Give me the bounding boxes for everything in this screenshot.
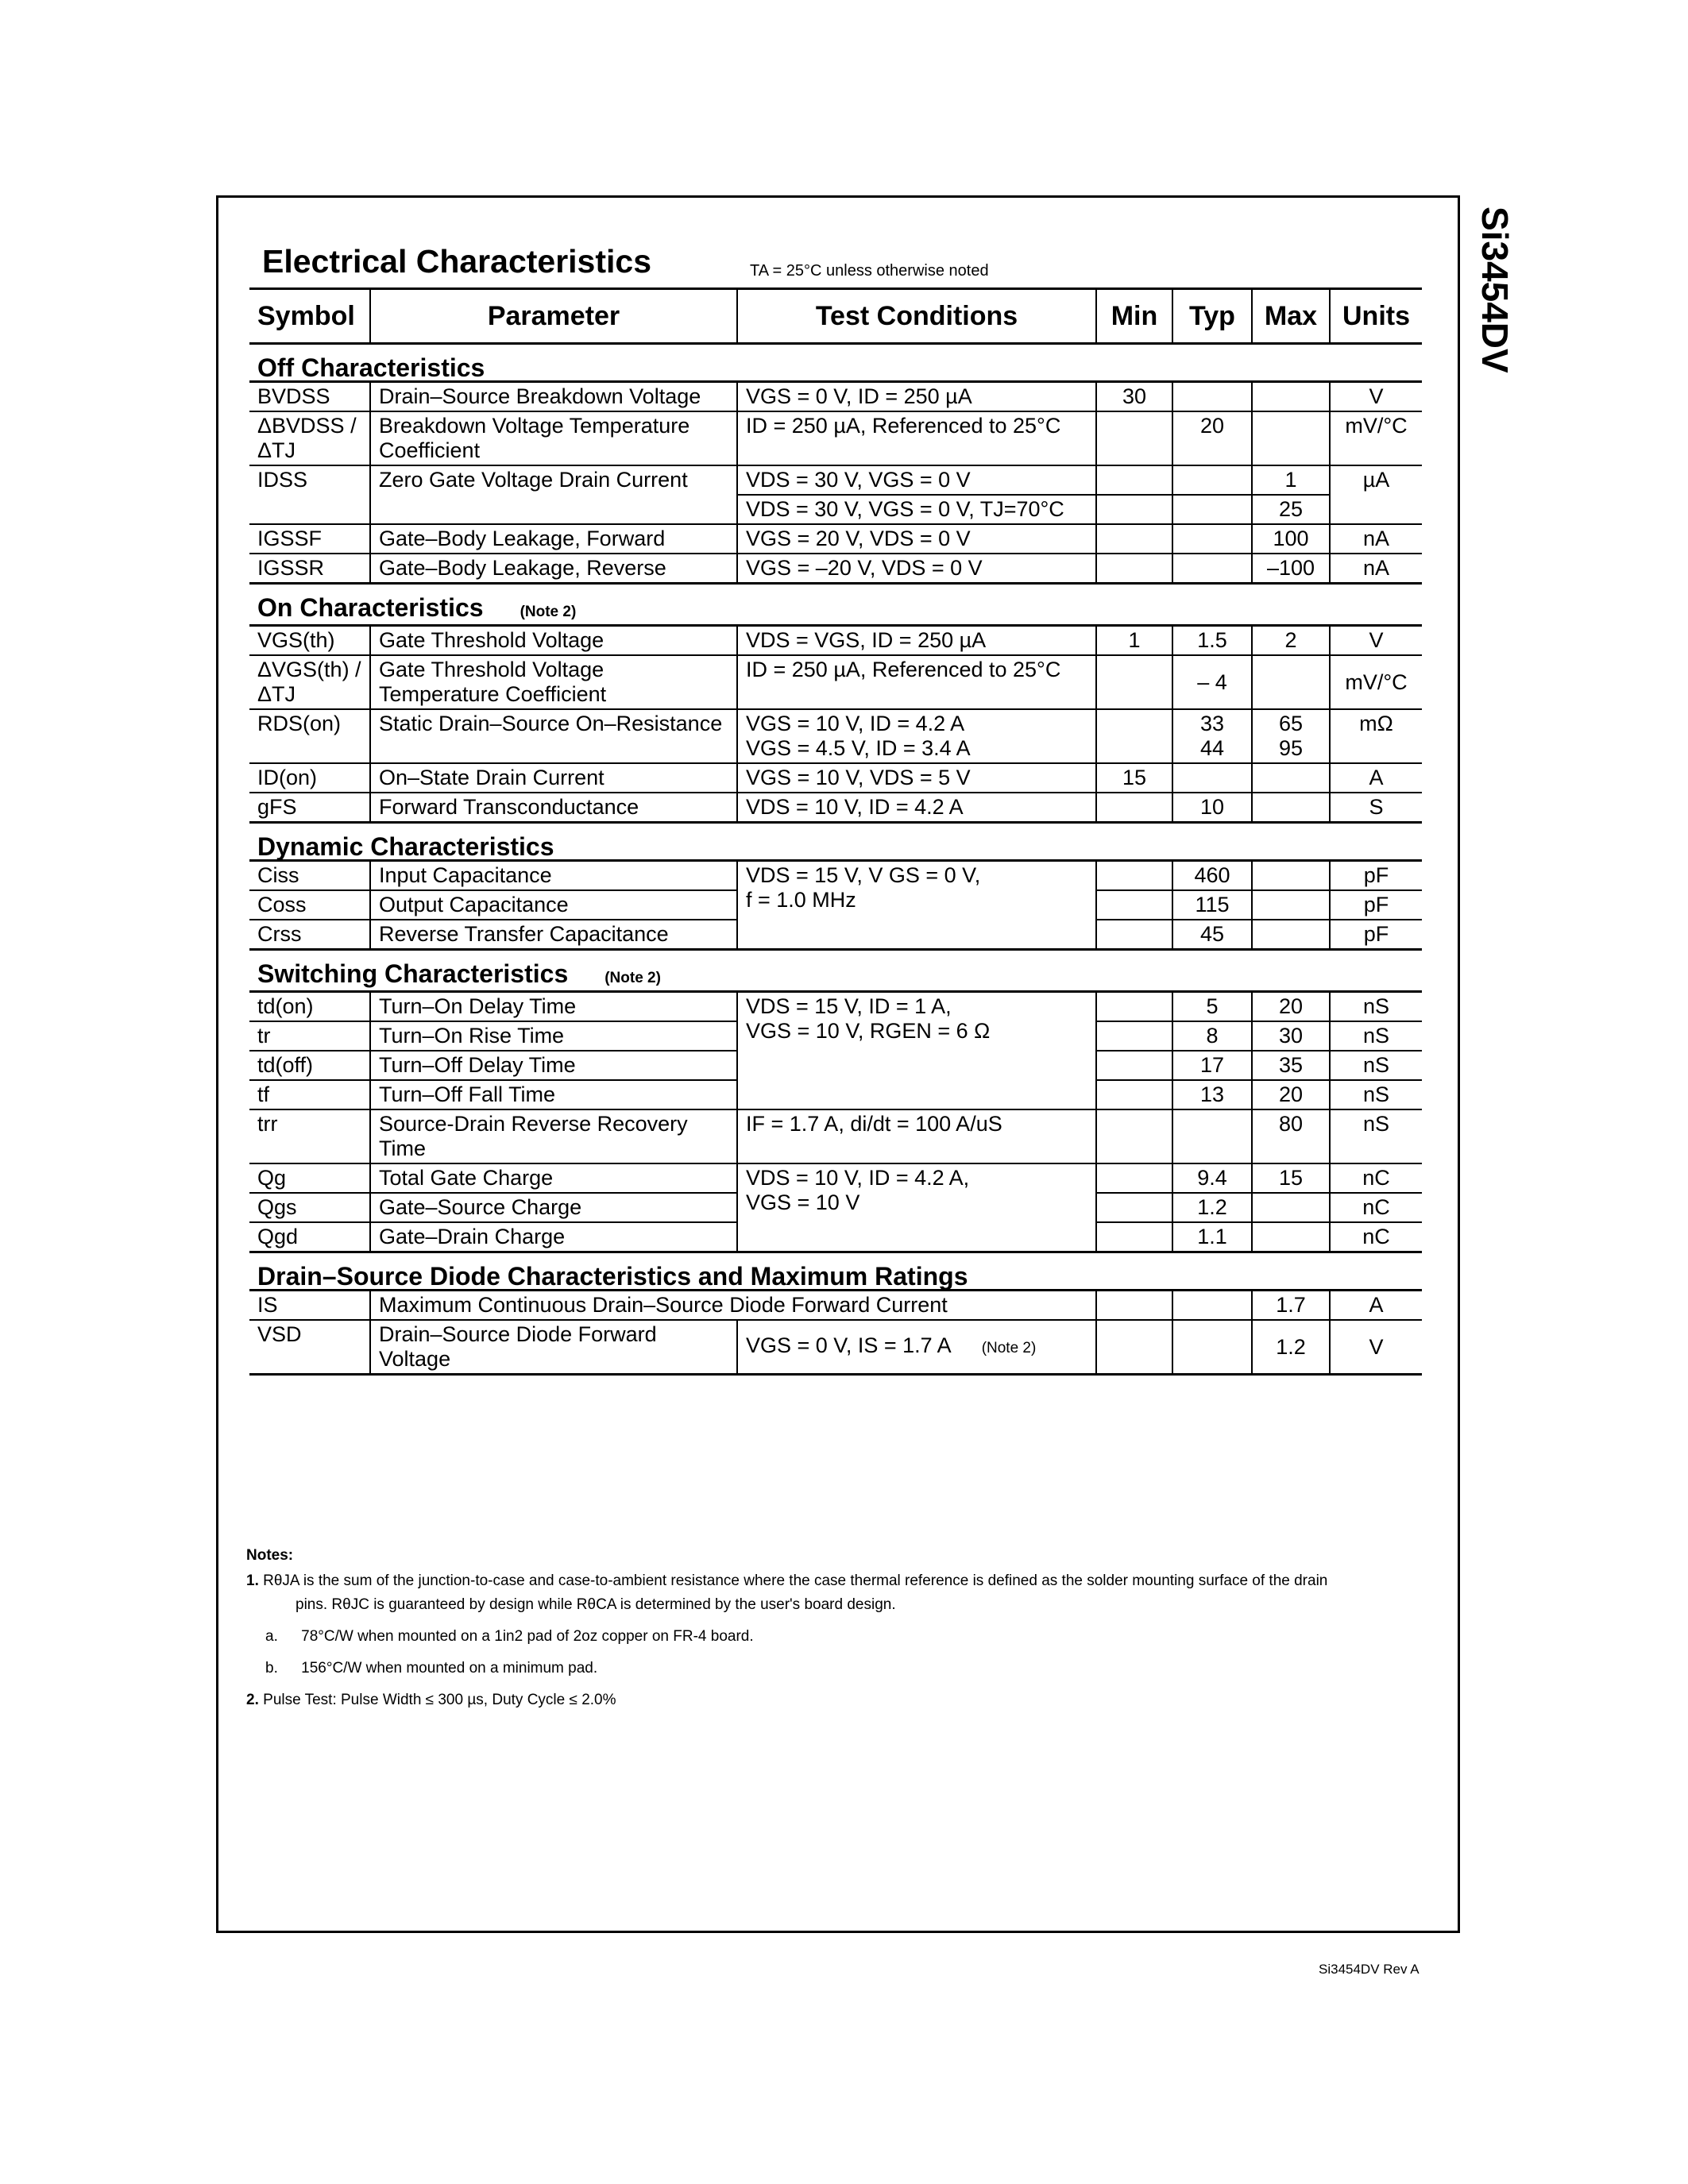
col-header-units: Units bbox=[1330, 289, 1422, 344]
min-cell bbox=[1096, 1051, 1172, 1080]
max-cell bbox=[1252, 793, 1330, 823]
section-note: (Note 2) bbox=[520, 604, 577, 620]
max-cell: 35 bbox=[1252, 1051, 1330, 1080]
section-row-diode bbox=[249, 1252, 1422, 1291]
symbol-cell: IGSSR bbox=[249, 554, 370, 584]
min-cell: 15 bbox=[1096, 763, 1172, 793]
conditions-cell bbox=[737, 1320, 1096, 1375]
min-cell bbox=[1096, 861, 1172, 891]
symbol-cell: BVDSS bbox=[249, 382, 370, 412]
max-cell bbox=[1252, 382, 1330, 412]
parameter-cell: Drain–Source Breakdown Voltage bbox=[370, 382, 737, 412]
units-cell: nS bbox=[1330, 1051, 1422, 1080]
conditions-cell: ID = 250 µA, Referenced to 25°C bbox=[737, 411, 1096, 465]
notes-heading: Notes: bbox=[246, 1547, 294, 1564]
units-cell: pF bbox=[1330, 920, 1422, 950]
max-cell: 20 bbox=[1252, 992, 1330, 1022]
table-row bbox=[249, 1291, 1422, 1321]
min-cell: 30 bbox=[1096, 382, 1172, 412]
conditions-cell: VDS = 10 V, ID = 4.2 A, VGS = 10 V bbox=[737, 1163, 1096, 1252]
section-title: Dynamic Characteristics bbox=[249, 823, 1422, 861]
conditions-cell: IF = 1.7 A, di/dt = 100 A/uS bbox=[737, 1109, 1096, 1163]
note-2 bbox=[246, 1688, 1430, 1712]
units-cell: nA bbox=[1330, 554, 1422, 584]
max-cell bbox=[1252, 1193, 1330, 1222]
symbol-cell: IDSS bbox=[249, 465, 370, 524]
note-1-text: RθJA is the sum of the junction-to-case and case-to-ambient resistance where the case thermal reference is defined as the solder mounting surface of the drain bbox=[263, 1572, 1328, 1589]
table-row bbox=[249, 524, 1422, 554]
note-1a-label: a. bbox=[265, 1628, 278, 1645]
typ-cell bbox=[1172, 382, 1252, 412]
typ-cell: 115 bbox=[1172, 890, 1252, 920]
units-cell: A bbox=[1330, 763, 1422, 793]
conditions-note: (Note 2) bbox=[981, 1340, 1037, 1356]
conditions-cell: VDS = 30 V, VGS = 0 V, TJ=70°C bbox=[737, 495, 1096, 524]
max-cell bbox=[1252, 890, 1330, 920]
symbol-cell: Crss bbox=[249, 920, 370, 950]
symbol-cell: Qg bbox=[249, 1163, 370, 1193]
parameter-cell: Maximum Continuous Drain–Source Diode Forward Current bbox=[370, 1291, 1096, 1321]
parameter-cell: Turn–On Delay Time bbox=[370, 992, 737, 1022]
conditions-text: VGS = 0 V, IS = 1.7 A bbox=[746, 1333, 952, 1357]
min-cell bbox=[1096, 524, 1172, 554]
note-1 bbox=[246, 1569, 1430, 1593]
typ-cell: 17 bbox=[1172, 1051, 1252, 1080]
units-cell: V bbox=[1330, 382, 1422, 412]
part-number-text: Si3454DV bbox=[1474, 206, 1516, 373]
typ-cell: 8 bbox=[1172, 1021, 1252, 1051]
typ-cell: 20 bbox=[1172, 411, 1252, 465]
col-header-typ: Typ bbox=[1172, 289, 1252, 344]
conditions-cell: VGS = –20 V, VDS = 0 V bbox=[737, 554, 1096, 584]
table-row bbox=[249, 382, 1422, 412]
table-row bbox=[249, 1109, 1422, 1163]
typ-cell: 1.2 bbox=[1172, 1193, 1252, 1222]
parameter-cell: Gate Threshold Voltage bbox=[370, 626, 737, 656]
parameter-cell: Gate Threshold Voltage Temperature Coefficient bbox=[370, 655, 737, 709]
units-cell: V bbox=[1330, 626, 1422, 656]
min-cell bbox=[1096, 655, 1172, 709]
typ-cell bbox=[1172, 1109, 1252, 1163]
typ-cell: 33 44 bbox=[1172, 709, 1252, 763]
note-1-continued: pins. RθJC is guaranteed by design while RθCA is determined by the user's board design. bbox=[295, 1596, 896, 1613]
table-row bbox=[249, 655, 1422, 709]
max-cell bbox=[1252, 920, 1330, 950]
table-row bbox=[249, 1320, 1422, 1375]
section-title-cell bbox=[249, 950, 1422, 992]
parameter-cell: Turn–On Rise Time bbox=[370, 1021, 737, 1051]
table-row bbox=[249, 1163, 1422, 1193]
col-header-parameter: Parameter bbox=[370, 289, 737, 344]
symbol-cell: ID(on) bbox=[249, 763, 370, 793]
symbol-cell: IS bbox=[249, 1291, 370, 1321]
units-cell: mV/°C bbox=[1330, 655, 1422, 709]
min-cell bbox=[1096, 1222, 1172, 1252]
parameter-cell: Turn–Off Delay Time bbox=[370, 1051, 737, 1080]
typ-cell bbox=[1172, 524, 1252, 554]
section-title: Off Characteristics bbox=[249, 344, 1422, 382]
table-row bbox=[249, 793, 1422, 823]
typ-cell bbox=[1172, 554, 1252, 584]
table-row bbox=[249, 465, 1422, 495]
max-cell: 1 bbox=[1252, 465, 1330, 495]
units-cell: nS bbox=[1330, 1080, 1422, 1109]
table-row bbox=[249, 411, 1422, 465]
max-cell bbox=[1252, 861, 1330, 891]
parameter-cell: Reverse Transfer Capacitance bbox=[370, 920, 737, 950]
parameter-cell: Drain–Source Diode Forward Voltage bbox=[370, 1320, 737, 1375]
units-cell: mV/°C bbox=[1330, 411, 1422, 465]
table-header-row bbox=[249, 289, 1422, 344]
table-row bbox=[249, 554, 1422, 584]
max-cell bbox=[1252, 411, 1330, 465]
table-row bbox=[249, 626, 1422, 656]
parameter-cell: Breakdown Voltage Temperature Coefficient bbox=[370, 411, 737, 465]
min-cell bbox=[1096, 1291, 1172, 1321]
min-cell bbox=[1096, 1021, 1172, 1051]
typ-cell: 1.5 bbox=[1172, 626, 1252, 656]
max-cell: 1.2 bbox=[1252, 1320, 1330, 1375]
conditions-cell: VDS = 10 V, ID = 4.2 A bbox=[737, 793, 1096, 823]
parameter-cell: Gate–Source Charge bbox=[370, 1193, 737, 1222]
symbol-cell: Ciss bbox=[249, 861, 370, 891]
min-cell bbox=[1096, 890, 1172, 920]
units-cell: nC bbox=[1330, 1163, 1422, 1193]
min-cell bbox=[1096, 1163, 1172, 1193]
min-cell bbox=[1096, 554, 1172, 584]
col-header-symbol: Symbol bbox=[249, 289, 370, 344]
min-cell bbox=[1096, 1320, 1172, 1375]
max-cell: 1.7 bbox=[1252, 1291, 1330, 1321]
typ-cell: 5 bbox=[1172, 992, 1252, 1022]
part-number-side-title bbox=[1472, 206, 1520, 397]
units-cell: S bbox=[1330, 793, 1422, 823]
note-2-label: 2. bbox=[246, 1692, 259, 1708]
col-header-test-conditions: Test Conditions bbox=[737, 289, 1096, 344]
parameter-cell: Forward Transconductance bbox=[370, 793, 737, 823]
section-title: On Characteristics bbox=[257, 593, 484, 622]
units-cell: nC bbox=[1330, 1193, 1422, 1222]
table-row bbox=[249, 709, 1422, 763]
typ-cell bbox=[1172, 495, 1252, 524]
units-cell: nS bbox=[1330, 992, 1422, 1022]
symbol-cell: Coss bbox=[249, 890, 370, 920]
typ-cell: 13 bbox=[1172, 1080, 1252, 1109]
conditions-cell: VDS = 30 V, VGS = 0 V bbox=[737, 465, 1096, 495]
max-cell: 20 bbox=[1252, 1080, 1330, 1109]
symbol-cell: VGS(th) bbox=[249, 626, 370, 656]
max-cell bbox=[1252, 655, 1330, 709]
section-header bbox=[262, 243, 1422, 287]
max-cell: –100 bbox=[1252, 554, 1330, 584]
parameter-cell: Output Capacitance bbox=[370, 890, 737, 920]
min-cell bbox=[1096, 495, 1172, 524]
units-cell: mΩ bbox=[1330, 709, 1422, 763]
max-cell: 25 bbox=[1252, 495, 1330, 524]
units-cell: nS bbox=[1330, 1109, 1422, 1163]
typ-cell: 45 bbox=[1172, 920, 1252, 950]
page-title: Electrical Characteristics bbox=[262, 243, 651, 280]
symbol-cell: trr bbox=[249, 1109, 370, 1163]
conditions-cell: VGS = 0 V, ID = 250 µA bbox=[737, 382, 1096, 412]
symbol-cell: ΔBVDSS / ΔTJ bbox=[249, 411, 370, 465]
note-1-label: 1. bbox=[246, 1572, 259, 1589]
max-cell: 80 bbox=[1252, 1109, 1330, 1163]
max-cell: 100 bbox=[1252, 524, 1330, 554]
typ-cell bbox=[1172, 465, 1252, 495]
footer-revision: Si3454DV Rev A bbox=[1319, 1962, 1420, 1977]
note-1a bbox=[246, 1625, 1430, 1649]
note-1b-text: 156°C/W when mounted on a minimum pad. bbox=[301, 1660, 598, 1677]
min-cell bbox=[1096, 1193, 1172, 1222]
typ-cell: 1.1 bbox=[1172, 1222, 1252, 1252]
section-title-cell bbox=[249, 584, 1422, 626]
conditions-cell: VDS = 15 V, V GS = 0 V, f = 1.0 MHz bbox=[737, 861, 1096, 950]
parameter-cell: Zero Gate Voltage Drain Current bbox=[370, 465, 737, 524]
notes-section bbox=[246, 1544, 1430, 1712]
note-1b-label: b. bbox=[265, 1660, 278, 1677]
min-cell bbox=[1096, 992, 1172, 1022]
col-header-max: Max bbox=[1252, 289, 1330, 344]
symbol-cell: tr bbox=[249, 1021, 370, 1051]
section-row-switching bbox=[249, 950, 1422, 992]
units-cell: pF bbox=[1330, 861, 1422, 891]
typ-cell: 10 bbox=[1172, 793, 1252, 823]
symbol-cell: RDS(on) bbox=[249, 709, 370, 763]
symbol-cell: ΔVGS(th) / ΔTJ bbox=[249, 655, 370, 709]
symbol-cell: td(off) bbox=[249, 1051, 370, 1080]
typ-cell: 460 bbox=[1172, 861, 1252, 891]
note-1a-text: 78°C/W when mounted on a 1in2 pad of 2oz copper on FR-4 board. bbox=[301, 1628, 754, 1645]
max-cell: 30 bbox=[1252, 1021, 1330, 1051]
parameter-cell: Gate–Body Leakage, Forward bbox=[370, 524, 737, 554]
max-cell: 65 95 bbox=[1252, 709, 1330, 763]
section-title: Switching Characteristics bbox=[257, 959, 569, 988]
note-1b bbox=[246, 1657, 1430, 1680]
min-cell bbox=[1096, 709, 1172, 763]
units-cell: A bbox=[1330, 1291, 1422, 1321]
units-cell: nS bbox=[1330, 1021, 1422, 1051]
symbol-cell: td(on) bbox=[249, 992, 370, 1022]
units-cell: nC bbox=[1330, 1222, 1422, 1252]
typ-cell: – 4 bbox=[1172, 655, 1252, 709]
min-cell bbox=[1096, 793, 1172, 823]
col-header-min: Min bbox=[1096, 289, 1172, 344]
typ-cell bbox=[1172, 763, 1252, 793]
parameter-cell: Static Drain–Source On–Resistance bbox=[370, 709, 737, 763]
units-cell: V bbox=[1330, 1320, 1422, 1375]
parameter-cell: Gate–Body Leakage, Reverse bbox=[370, 554, 737, 584]
max-cell: 2 bbox=[1252, 626, 1330, 656]
parameter-cell: On–State Drain Current bbox=[370, 763, 737, 793]
typ-cell: 9.4 bbox=[1172, 1163, 1252, 1193]
conditions-cell: VGS = 10 V, ID = 4.2 A VGS = 4.5 V, ID = 3.4 A bbox=[737, 709, 1096, 763]
symbol-cell: tf bbox=[249, 1080, 370, 1109]
typ-cell bbox=[1172, 1291, 1252, 1321]
section-note: (Note 2) bbox=[605, 970, 661, 986]
parameter-cell: Gate–Drain Charge bbox=[370, 1222, 737, 1252]
conditions-cell: VDS = 15 V, ID = 1 A, VGS = 10 V, RGEN = 6 Ω bbox=[737, 992, 1096, 1110]
conditions-cell: VDS = VGS, ID = 250 µA bbox=[737, 626, 1096, 656]
parameter-cell: Total Gate Charge bbox=[370, 1163, 737, 1193]
conditions-cell: VGS = 20 V, VDS = 0 V bbox=[737, 524, 1096, 554]
parameter-cell: Input Capacitance bbox=[370, 861, 737, 891]
section-title: Drain–Source Diode Characteristics and Maximum Ratings bbox=[249, 1252, 1422, 1291]
symbol-cell: gFS bbox=[249, 793, 370, 823]
table-row bbox=[249, 763, 1422, 793]
symbol-cell: Qgs bbox=[249, 1193, 370, 1222]
section-row-on bbox=[249, 584, 1422, 626]
conditions-cell: ID = 250 µA, Referenced to 25°C bbox=[737, 655, 1096, 709]
section-row-dynamic bbox=[249, 823, 1422, 861]
units-cell: nA bbox=[1330, 524, 1422, 554]
min-cell bbox=[1096, 465, 1172, 495]
title-note: TA = 25°C unless otherwise noted bbox=[750, 262, 989, 280]
min-cell bbox=[1096, 1109, 1172, 1163]
max-cell: 15 bbox=[1252, 1163, 1330, 1193]
symbol-cell: VSD bbox=[249, 1320, 370, 1375]
electrical-characteristics-table bbox=[249, 287, 1422, 1376]
max-cell bbox=[1252, 763, 1330, 793]
max-cell bbox=[1252, 1222, 1330, 1252]
table-row bbox=[249, 992, 1422, 1022]
symbol-cell: IGSSF bbox=[249, 524, 370, 554]
parameter-cell: Source-Drain Reverse Recovery Time bbox=[370, 1109, 737, 1163]
units-cell: pF bbox=[1330, 890, 1422, 920]
parameter-cell: Turn–Off Fall Time bbox=[370, 1080, 737, 1109]
note-2-text: Pulse Test: Pulse Width ≤ 300 µs, Duty Cycle ≤ 2.0% bbox=[263, 1692, 616, 1708]
symbol-cell: Qgd bbox=[249, 1222, 370, 1252]
units-cell: µA bbox=[1330, 465, 1422, 524]
typ-cell bbox=[1172, 1320, 1252, 1375]
table-row bbox=[249, 861, 1422, 891]
section-row-off bbox=[249, 344, 1422, 382]
min-cell: 1 bbox=[1096, 626, 1172, 656]
min-cell bbox=[1096, 920, 1172, 950]
min-cell bbox=[1096, 1080, 1172, 1109]
conditions-cell: VGS = 10 V, VDS = 5 V bbox=[737, 763, 1096, 793]
min-cell bbox=[1096, 411, 1172, 465]
